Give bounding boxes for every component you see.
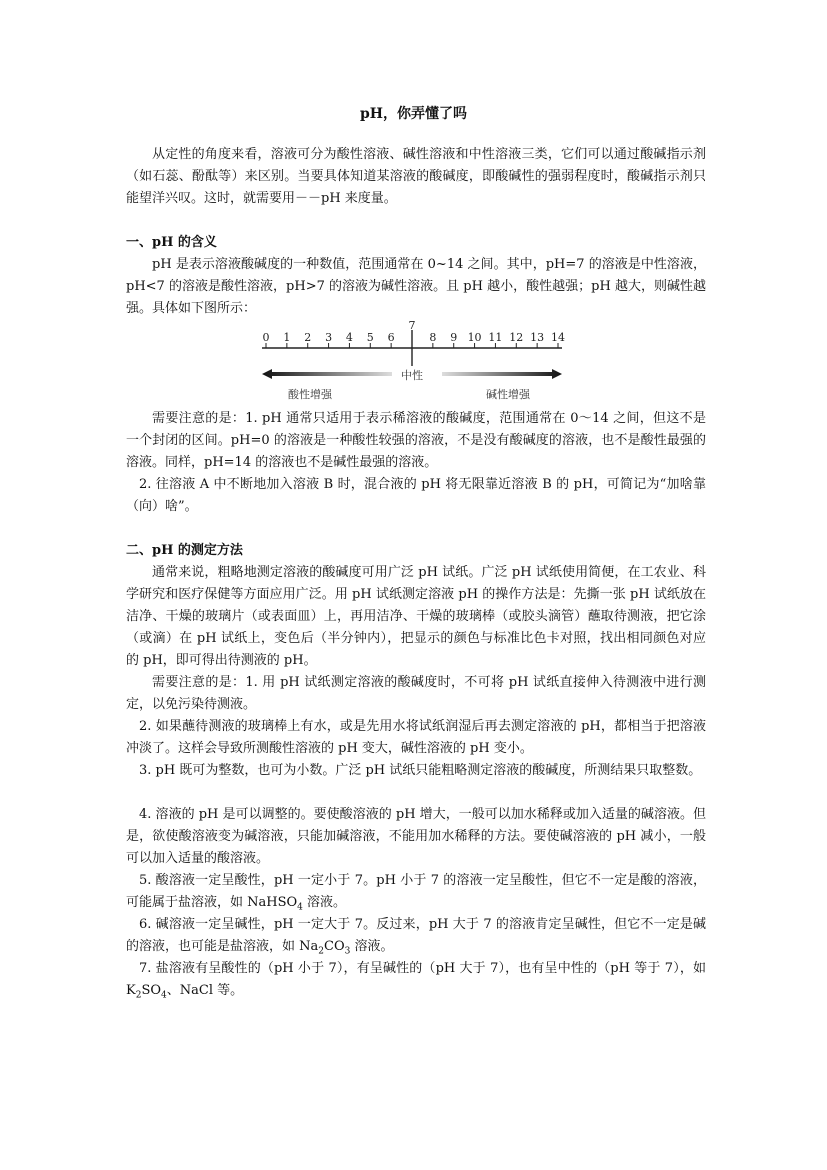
acid-label: 酸性增强 — [288, 388, 332, 401]
section2-note3: 3. pH 既可为整数，也可为小数。广泛 pH 试纸只能粗略测定溶液的酸碱度，所测结果只取整数。 — [139, 763, 702, 778]
section2-note1: 需要注意的是：1. 用 pH 试纸测定溶液的酸碱度时，不可将 pH 试纸直接伸入待测液中进行测定，以免污染待测液。 — [126, 675, 706, 712]
note6-tail: 溶液。 — [350, 939, 394, 954]
section2-heading: 二、pH 的测定方法 — [126, 543, 243, 558]
scale-ticks — [263, 319, 566, 348]
scale-tick-label: 10 — [467, 331, 482, 344]
section1-note1: 需要注意的是：1. pH 通常只适用于表示稀溶液的酸碱度，范围通常在 0～14 之间，但这不是一个封闭的区间。pH=0 的溶液是一种酸性较强的溶液，不是没有酸碱度的溶液，也不是酸性最强的溶液。同样，pH=14 的溶液也不是碱性最强的溶液。 — [126, 411, 706, 470]
neutral-label: 中性 — [401, 369, 423, 382]
scale-tick-label: 12 — [509, 331, 524, 344]
note5-subscript: 4 — [297, 902, 303, 913]
intro-paragraph: 从定性的角度来看，溶液可分为酸性溶液、碱性溶液和中性溶液三类，它们可以通过酸碱指示剂（如石蕊、酚酞等）来区别。当要具体知道某溶液的酸碱度，即酸碱性的强弱程度时，酸碱指示剂只能望洋兴叹。这时，就需要用－－pH 来度量。 — [126, 147, 706, 206]
scale-tick-label: 14 — [551, 331, 565, 344]
section1-heading: 一、pH 的含义 — [126, 235, 217, 250]
scale-tick-label: 3 — [325, 331, 333, 344]
section2-paragraph: 通常来说，粗略地测定溶液的酸碱度可用广泛 pH 试纸。广泛 pH 试纸使用简便，在工农业、科学研究和医疗保健等方面应用广泛。用 pH 试纸测定溶液 pH 的操作方法是：先撕一张 pH 试纸放在洁净、干燥的玻璃片（或表面皿）上，再用洁净、干燥的玻璃棒（或胶头滴管）蘸取待测液，把它涂（或滴）在 pH 试纸上，变色后（半分钟内），把显示的颜色与标准比色卡对照，找出相同颜色对应的 pH，即可得出待测液的 pH。 — [126, 565, 706, 668]
note6-subscript-2: 3 — [344, 946, 351, 957]
section2-note6 — [126, 914, 706, 958]
section2-note7 — [126, 958, 706, 1002]
base-label: 碱性增强 — [486, 388, 530, 401]
scale-tick-label: 9 — [450, 331, 458, 344]
scale-tick-label: 5 — [366, 331, 374, 344]
note7-text: 7. 盐溶液有呈酸性的（pH 小于 7），有呈碱性的（pH 大于 7），也有呈中性的（pH 等于 7），如 K — [126, 961, 706, 998]
note6-mid: CO — [324, 939, 345, 954]
section2-note2: 2. 如果蘸待测液的玻璃棒上有水，或是先用水将试纸润湿后再去测定溶液的 pH，都相当于把溶液冲淡了。这样会导致所测酸性溶液的 pH 变大，碱性溶液的 pH 变小。 — [126, 719, 706, 756]
acid-arrow — [262, 369, 392, 379]
scale-tick-label: 11 — [488, 331, 503, 344]
section1-paragraph: pH 是表示溶液酸碱度的一种数值，范围通常在 0~14 之间。其中，pH=7 的溶液是中性溶液，pH<7 的溶液是酸性溶液，pH>7 的溶液为碱性溶液。且 pH 越小，酸性越强；pH 越大，则碱性越强。具体如下图所示： — [126, 257, 706, 316]
note7-tail: 、NaCl 等。 — [166, 983, 244, 998]
note5-text: 5. 酸溶液一定呈酸性，pH 一定小于 7。pH 小于 7 的溶液一定呈酸性，但它不一定是酸的溶液，可能属于盐溶液，如 NaHSO — [126, 873, 706, 910]
scale-tick-label: 1 — [283, 331, 291, 344]
note7-mid: SO — [141, 983, 162, 998]
note7-subscript-1: 2 — [135, 990, 142, 1001]
scale-tick-label: 6 — [387, 331, 395, 344]
ph-scale-figure — [258, 318, 568, 404]
section2-note4: 4. 溶液的 pH 是可以调整的。要使酸溶液的 pH 增大，一般可以加水稀释或加入适量的碱溶液。但是，欲使酸溶液变为碱溶液，只能加碱溶液，不能用加水稀释的方法。要使碱溶液的 pH 减小，一般可以加入适量的酸溶液。 — [126, 807, 706, 866]
note6-text: 6. 碱溶液一定呈碱性，pH 一定大于 7。反过来，pH 大于 7 的溶液肯定呈碱性，但它不一定是碱的溶液，也可能是盐溶液，如 Na — [126, 917, 706, 954]
scale-tick-label: 8 — [429, 331, 437, 344]
scale-tick-label: 4 — [345, 331, 353, 344]
base-arrow — [442, 369, 562, 379]
scale-tick-label: 7 — [408, 319, 416, 332]
scale-tick-label: 0 — [262, 331, 270, 344]
scale-tick-label: 2 — [304, 331, 312, 344]
scale-tick-label: 13 — [530, 331, 545, 344]
page-title: pH，你弄懂了吗 — [359, 106, 468, 122]
section1-note2: 2. 往溶液 A 中不断地加入溶液 B 时，混合液的 pH 将无限靠近溶液 B 的 pH，可简记为“加啥靠（向）啥”。 — [126, 477, 706, 514]
note5-tail: 溶液。 — [302, 895, 347, 910]
section2-note5 — [126, 870, 706, 914]
note6-subscript-1: 2 — [318, 946, 324, 957]
note7-subscript-2: 4 — [161, 990, 167, 1001]
